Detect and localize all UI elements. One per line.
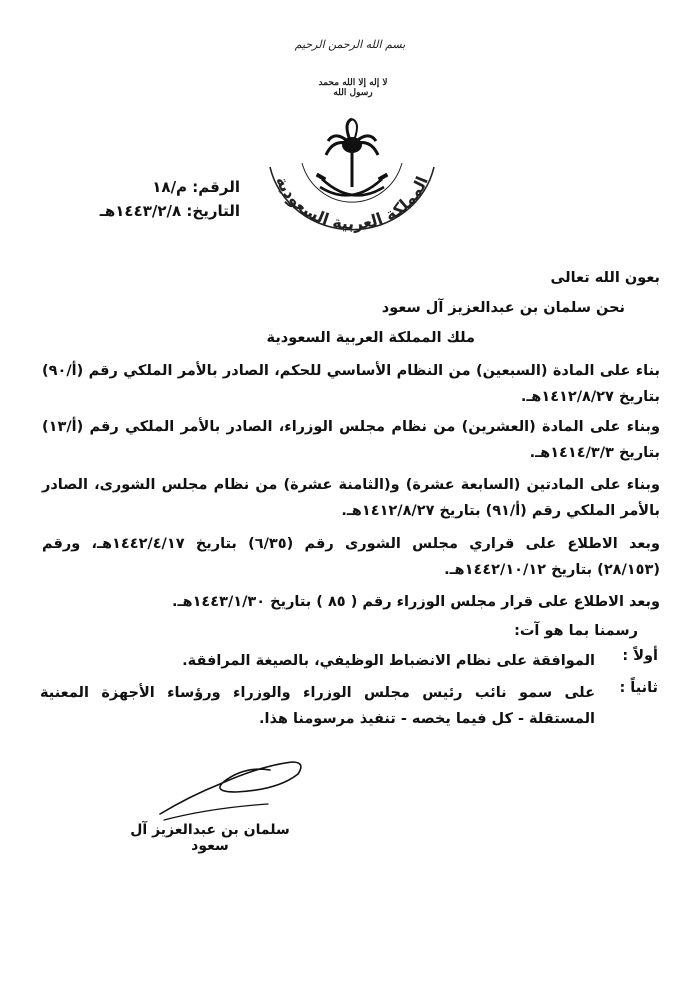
reference-number-label: الرقم: [192, 178, 240, 196]
signature-scribble [150, 750, 310, 830]
item-number: أولاً : [622, 648, 658, 664]
recital-paragraph: وبعد الاطلاع على قراري مجلس الشورى رقم (٦/٣٥) بتاريخ ١٤٤٢/٤/١٧هـ، ورقم (٢٨/١٥٣) بتاريخ ١٤٤٢/١٠/١٢هـ. [42, 536, 661, 578]
recital-paragraph: وبعد الاطلاع على قرار مجلس الوزراء رقم ( ٨٥ ) بتاريخ ١٤٤٣/١/٣٠هـ. [172, 594, 660, 610]
kingdom-emblem [262, 115, 442, 255]
reference-date-value: ١٤٤٣/٢/٨هـ [99, 202, 182, 220]
reference-block [40, 175, 240, 223]
opening-line: بعون الله تعالى [550, 270, 660, 286]
bismillah: بسم الله الرحمن الرحيم [294, 38, 406, 51]
palm-and-swords-icon [262, 115, 442, 255]
signatory-name: سلمان بن عبدالعزيز آل سعود [130, 822, 290, 854]
king-name-line: نحن سلمان بن عبدالعزيز آل سعود [381, 300, 625, 316]
reference-date-row [40, 199, 240, 223]
decree-intro: رسمنا بما هو آت: [514, 623, 638, 639]
recital-paragraph: وبناء على المادة (العشرين) من نظام مجلس الوزراء، الصادر بالأمر الملكي رقم (أ/١٣) بتاريخ ١٤١٤/٣/٣هـ. [42, 419, 660, 461]
seal-arc-text: المملكة العربية السعودية [272, 173, 432, 234]
shahada-calligraphy: لا إله إلا الله محمد رسول الله [318, 78, 388, 98]
king-title-line: ملك المملكة العربية السعودية [266, 330, 475, 346]
handwritten-signature-icon [150, 750, 310, 830]
item-text: على سمو نائب رئيس مجلس الوزراء والوزراء ورؤساء الأجهزة المعنية المستقلة - كل فيما يخصه - تنفيذ مرسومنا هذا. [40, 685, 595, 727]
item-number: ثانياً : [619, 680, 658, 696]
item-text: الموافقة على نظام الانضباط الوظيفي، بالصيغة المرافقة. [182, 653, 595, 669]
reference-number-row [40, 175, 240, 199]
reference-number-value: م/١٨ [152, 178, 188, 196]
recital-paragraph: وبناء على المادتين (السابعة عشرة) و(الثامنة عشرة) من نظام مجلس الشورى، الصادر بالأمر الملكي رقم (أ/٩١) بتاريخ ١٤١٢/٨/٢٧هـ. [42, 477, 660, 519]
reference-date-label: التاريخ: [186, 202, 240, 220]
recital-paragraph: بناء على المادة (السبعين) من النظام الأساسي للحكم، الصادر بالأمر الملكي رقم (أ/٩٠) بتاريخ ١٤١٢/٨/٢٧هـ. [42, 363, 660, 405]
